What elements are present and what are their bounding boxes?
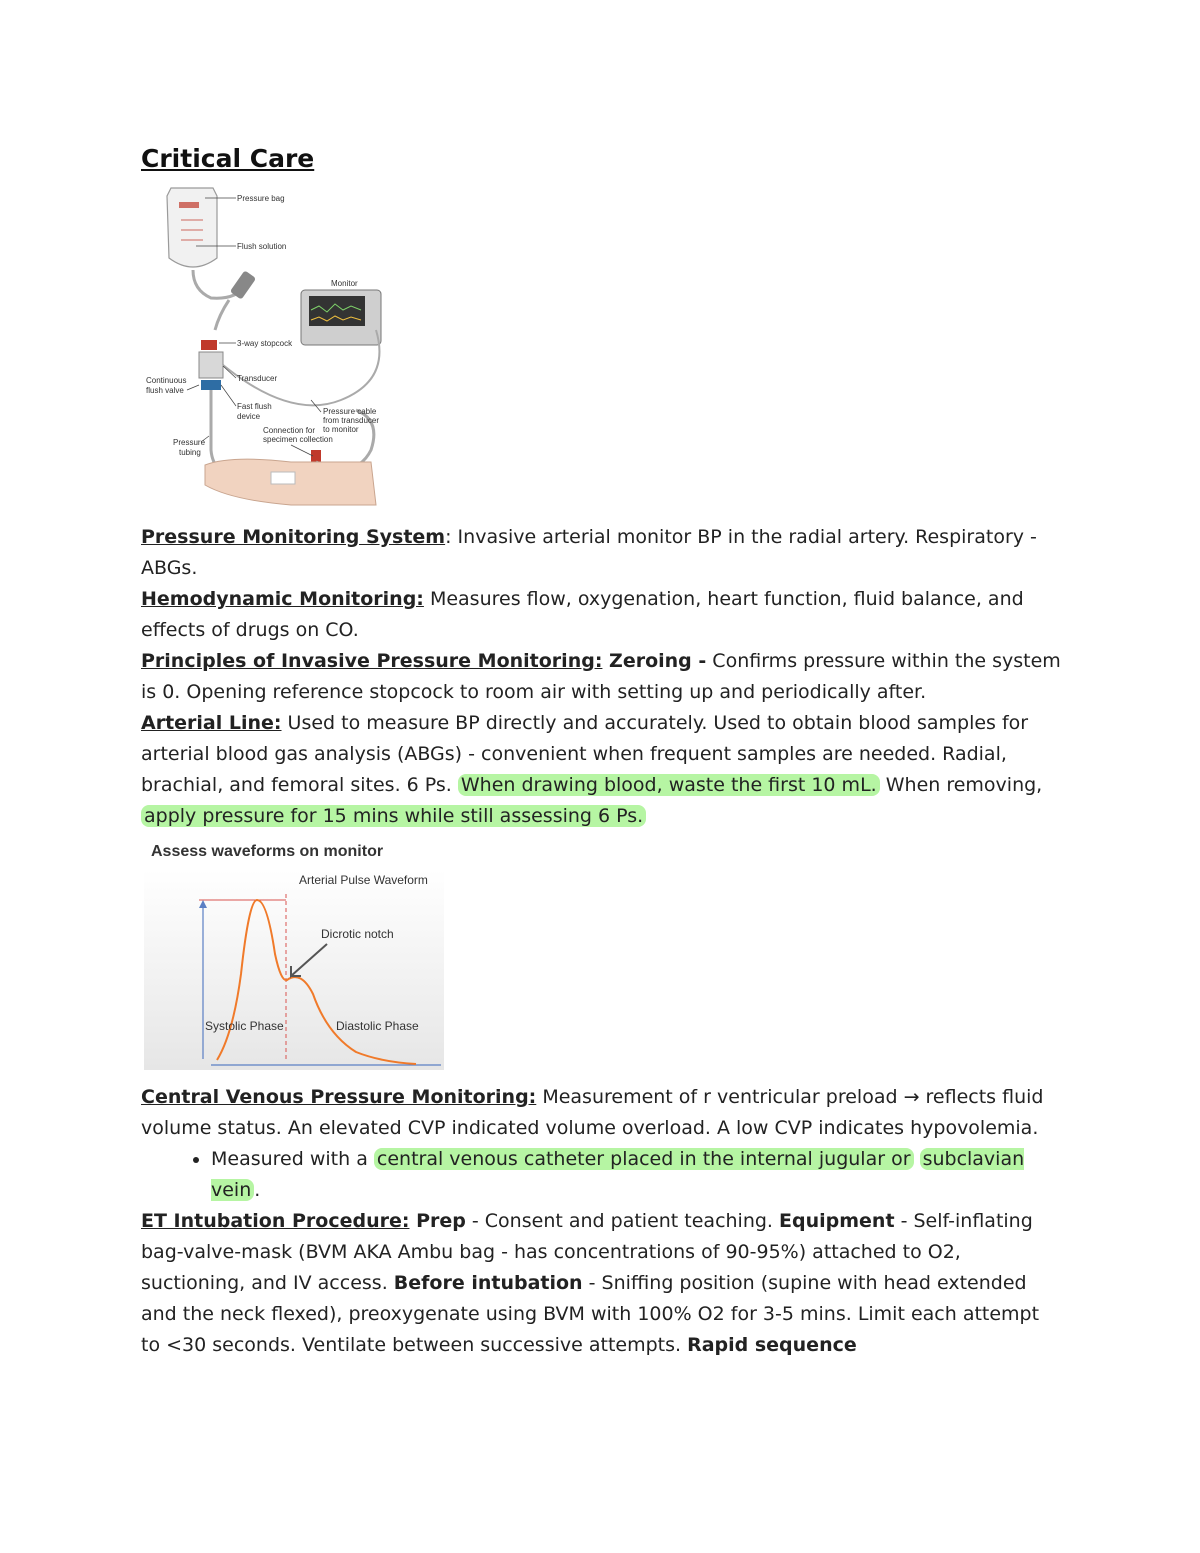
label-pressure-cable-2: from transducer [323,416,380,425]
waveform-diagram [141,834,446,1074]
cvp-text: Measurement of r ventricular preload → reflects fluid volume status. An elevated CVP indicated volume overload. A low CVP indicates hypovolemia. [141,1086,1044,1139]
et-rapid-label: Rapid sequence [687,1334,857,1356]
systolic-phase-label: Systolic Phase [205,1019,284,1033]
label-connection-2: specimen collection [263,435,333,444]
label-monitor: Monitor [331,279,358,288]
waveform-subtitle: Arterial Pulse Waveform [299,873,428,887]
pressure-system-diagram [141,180,411,510]
document-page [141,140,1061,1361]
label-transducer: Transducer [237,374,278,383]
cvp-paragraph [141,1082,1061,1144]
et-prep-label: Prep [409,1210,466,1232]
waveform-figure [141,834,446,1074]
principles-paragraph [141,646,1061,708]
pressure-system-figure [141,180,411,510]
label-stopcock: 3-way stopcock [237,339,293,348]
et-paragraph [141,1206,1061,1361]
hemodynamic-heading: Hemodynamic Monitoring: [141,588,424,610]
pressure-bag-shape [167,188,217,267]
hemodynamic-paragraph [141,584,1061,646]
cvp-heading: Central Venous Pressure Monitoring: [141,1086,537,1108]
arterial-highlight-2: apply pressure for 15 mins while still assessing 6 Ps. [141,805,646,827]
et-prep-text: - Consent and patient teaching. [465,1210,780,1232]
et-heading: ET Intubation Procedure: [141,1210,410,1232]
label-continuous-flush-1: Continuous [146,376,187,385]
et-equipment-label: Equipment [779,1210,895,1232]
cvp-bullet-item [211,1144,1061,1206]
arterial-paragraph [141,708,1061,832]
label-continuous-flush-2: flush valve [146,386,184,395]
arterial-text: Used to measure BP directly and accurately. Used to obtain blood samples for arterial blood gas analysis (ABGs) - convenient when frequent samples are needed. Radial, brachial, and femoral sites. 6 Ps. [141,712,1029,796]
principles-text: Confirms pressure within the system is 0. Opening reference stopcock to room air with setting up and periodically after. [141,650,1061,703]
cvp-bullet-text: Measured with a [211,1148,374,1170]
cvp-bullet-end: . [254,1179,261,1201]
label-pressure-tubing-1: Pressure [173,438,206,447]
cvp-bullet-highlight-2: subclavian vein [211,1148,1025,1201]
arterial-text-2: When removing, [879,774,1043,796]
label-connection-1: Connection for [263,426,316,435]
label-flush-solution: Flush solution [237,242,287,251]
label-fast-flush-2: device [237,412,261,421]
principles-bold: Zeroing - [602,650,707,672]
page-title: Critical Care [141,144,315,173]
pressure-system-text: : Invasive arterial monitor BP in the radial artery. Respiratory -ABGs. [141,526,1037,579]
hemodynamic-text: Measures flow, oxygenation, heart function, fluid balance, and effects of drugs on CO. [141,588,1024,641]
dicrotic-notch-label: Dicrotic notch [321,927,394,941]
pressure-system-heading: Pressure Monitoring System [141,526,446,548]
diastolic-phase-label: Diastolic Phase [336,1019,419,1033]
cvp-bullet-highlight-1: central venous catheter placed in the internal jugular or [374,1148,914,1170]
label-fast-flush-1: Fast flush [237,402,272,411]
label-pressure-cable-1: Pressure cable [323,407,377,416]
arterial-heading: Arterial Line: [141,712,282,734]
et-before-label: Before intubation [393,1272,583,1294]
cvp-bullet-list [141,1144,1061,1206]
label-pressure-cable-3: to monitor [323,425,359,434]
label-pressure-bag: Pressure bag [237,194,285,203]
arterial-highlight-1: When drawing blood, waste the first 10 mL. [458,774,880,796]
principles-heading: Principles of Invasive Pressure Monitoring: [141,650,603,672]
et-before-text: - Sniffing position (supine with head extended and the neck flexed), preoxygenate using BVM with 100% O2 for 3-5 mins. Limit each attempt to <30 seconds. Ventilate between successive attempts. [141,1272,1040,1356]
et-equipment-text: - Self-inflating bag-valve-mask (BVM AKA Ambu bag - has concentrations of 90-95%) attached to O2, suctioning, and IV access. [141,1210,1033,1294]
waveform-title: Assess waveforms on monitor [151,843,384,860]
label-pressure-tubing-2: tubing [179,448,201,457]
pressure-system-paragraph [141,522,1061,584]
